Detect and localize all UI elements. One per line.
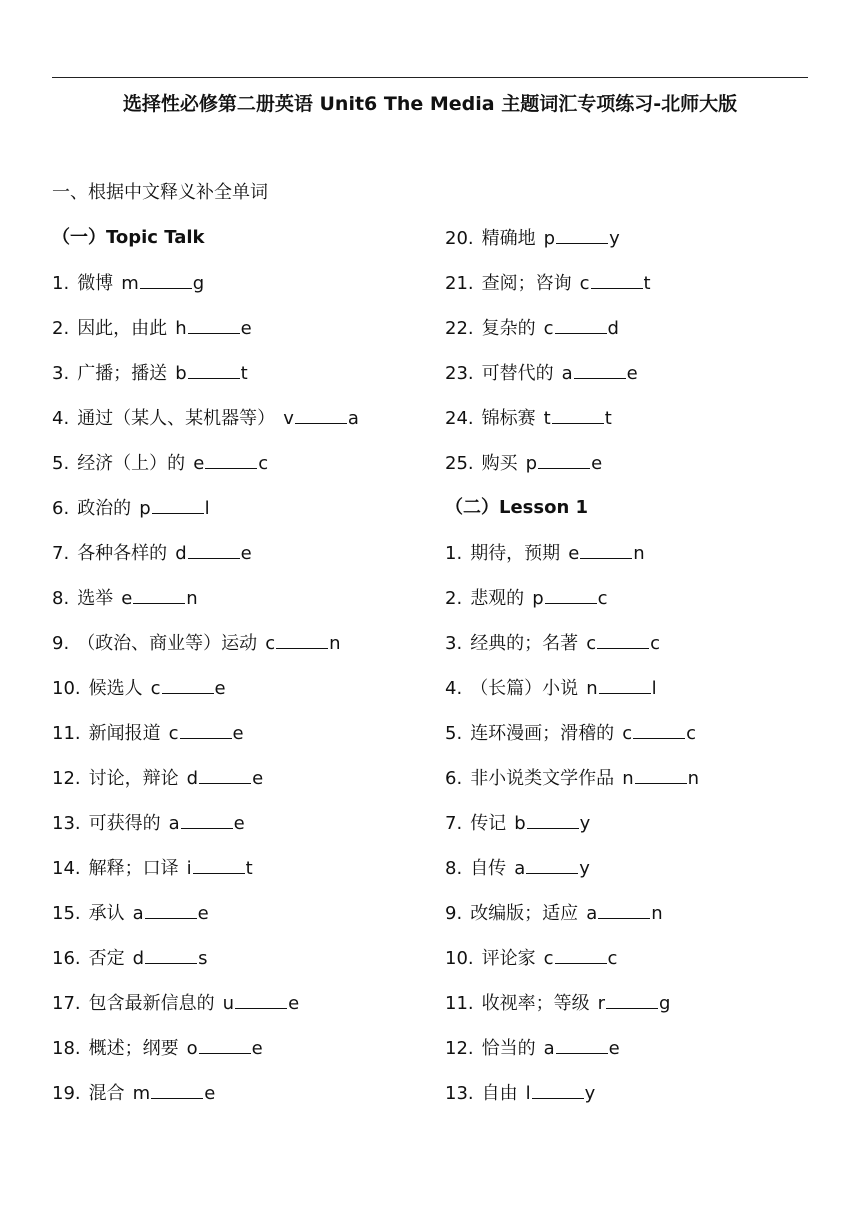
last-letter: e (288, 993, 300, 1014)
last-letter: e (240, 543, 252, 564)
vocab-item (445, 585, 845, 630)
vocab-item (52, 1035, 452, 1080)
chinese-definition: 各种各样的 (77, 543, 168, 564)
answer-blank[interactable] (205, 450, 257, 469)
last-letter: e (608, 1038, 620, 1059)
vocab-item (52, 1080, 452, 1125)
vocab-item (445, 675, 845, 720)
chinese-definition: 精确地 (481, 228, 536, 249)
chinese-definition: 悲观的 (470, 588, 525, 609)
first-letter: p (543, 228, 556, 249)
last-letter: n (633, 543, 645, 564)
item-number: 16. (52, 948, 81, 969)
vocab-item (52, 765, 452, 810)
item-number: 21. (445, 273, 474, 294)
first-letter: r (597, 993, 606, 1014)
section-heading: 一、根据中文释义补全单词 (52, 182, 268, 203)
item-number: 22. (445, 318, 474, 339)
first-letter: c (543, 948, 554, 969)
first-letter: a (586, 903, 598, 924)
item-number: 5. (445, 723, 463, 744)
vocab-item (52, 540, 452, 585)
answer-blank[interactable] (162, 675, 214, 694)
item-number: 3. (52, 363, 70, 384)
first-letter: d (132, 948, 145, 969)
vocab-item (52, 315, 452, 360)
item-number: 8. (52, 588, 70, 609)
answer-blank[interactable] (538, 450, 590, 469)
last-letter: c (686, 723, 696, 744)
first-letter: c (579, 273, 590, 294)
first-letter: c (622, 723, 633, 744)
answer-blank[interactable] (556, 225, 608, 244)
first-letter: e (121, 588, 133, 609)
chinese-definition: 购买 (481, 453, 518, 474)
last-letter: s (198, 948, 208, 969)
chinese-definition: 可替代的 (481, 363, 554, 384)
chinese-definition: 复杂的 (481, 318, 536, 339)
answer-blank[interactable] (555, 315, 607, 334)
item-number: 15. (52, 903, 81, 924)
chinese-definition: 承认 (88, 903, 125, 924)
last-letter: e (626, 363, 638, 384)
last-letter: e (204, 1083, 216, 1104)
last-letter: t (643, 273, 651, 294)
vocab-item (445, 225, 845, 270)
answer-blank[interactable] (633, 720, 685, 739)
chinese-definition: 选举 (77, 588, 114, 609)
vocab-item (445, 540, 845, 585)
item-number: 3. (445, 633, 463, 654)
answer-blank[interactable] (199, 765, 251, 784)
vocab-item (445, 855, 845, 900)
item-number: 4. (445, 678, 463, 699)
last-letter: y (579, 858, 590, 879)
last-letter: t (245, 858, 253, 879)
answer-blank[interactable] (188, 360, 240, 379)
vocab-item (445, 990, 845, 1035)
item-number: 9. (445, 903, 463, 924)
chinese-definition: 新闻报道 (88, 723, 161, 744)
first-letter: m (121, 273, 139, 294)
item-number: 7. (445, 813, 463, 834)
item-number: 1. (52, 273, 70, 294)
answer-blank[interactable] (188, 540, 240, 559)
vocab-item (52, 360, 452, 405)
vocab-item (445, 1080, 845, 1125)
vocab-item (52, 855, 452, 900)
first-letter: a (132, 903, 144, 924)
vocab-item (445, 315, 845, 360)
first-letter: n (586, 678, 598, 699)
item-number: 11. (445, 993, 474, 1014)
vocab-item (52, 990, 452, 1035)
first-letter: c (586, 633, 597, 654)
first-letter: b (514, 813, 526, 834)
chinese-definition: 微博 (77, 273, 114, 294)
first-letter: a (561, 363, 573, 384)
vocab-item (445, 945, 845, 990)
first-letter: p (525, 453, 538, 474)
last-letter: e (214, 678, 226, 699)
chinese-definition: （政治、商业等）运动 (77, 633, 258, 654)
right-column (445, 225, 845, 1125)
answer-blank[interactable] (556, 1035, 608, 1054)
answer-blank[interactable] (276, 630, 328, 649)
answer-blank[interactable] (145, 945, 197, 964)
subsection-heading: （一）Topic Talk (52, 227, 205, 248)
chinese-definition: （长篇）小说 (470, 678, 579, 699)
chinese-definition: 改编版；适应 (470, 903, 579, 924)
answer-blank[interactable] (295, 405, 347, 424)
subsection-heading: （二）Lesson 1 (445, 497, 589, 518)
first-letter: a (514, 858, 526, 879)
vocab-item (52, 405, 452, 450)
last-letter: a (347, 408, 359, 429)
item-number: 1. (445, 543, 463, 564)
item-number: 12. (52, 768, 81, 789)
answer-blank[interactable] (545, 585, 597, 604)
item-number: 10. (52, 678, 81, 699)
first-letter: c (265, 633, 276, 654)
last-letter: e (591, 453, 603, 474)
vocab-item (52, 585, 452, 630)
last-letter: c (597, 588, 608, 609)
answer-blank[interactable] (235, 990, 287, 1009)
chinese-definition: 连环漫画；滑稽的 (470, 723, 615, 744)
answer-blank[interactable] (188, 315, 240, 334)
item-number: 2. (52, 318, 70, 339)
answer-blank[interactable] (151, 1080, 203, 1099)
first-letter: a (543, 1038, 555, 1059)
first-letter: i (186, 858, 192, 879)
chinese-definition: 期待，预期 (470, 543, 561, 564)
item-number: 2. (445, 588, 463, 609)
chinese-definition: 广播；播送 (77, 363, 168, 384)
item-number: 19. (52, 1083, 81, 1104)
item-number: 7. (52, 543, 70, 564)
chinese-definition: 自传 (470, 858, 507, 879)
answer-blank[interactable] (555, 945, 607, 964)
first-letter: h (175, 318, 187, 339)
first-letter: a (168, 813, 180, 834)
answer-blank[interactable] (133, 585, 185, 604)
answer-blank[interactable] (145, 900, 197, 919)
vocab-item (52, 450, 452, 495)
chinese-definition: 收视率；等级 (481, 993, 590, 1014)
answer-blank[interactable] (591, 270, 643, 289)
last-letter: t (604, 408, 612, 429)
first-letter: b (175, 363, 187, 384)
vocab-item (445, 720, 845, 765)
last-letter: t (240, 363, 248, 384)
item-number: 23. (445, 363, 474, 384)
first-letter: d (175, 543, 187, 564)
answer-blank[interactable] (552, 405, 604, 424)
first-letter: c (150, 678, 161, 699)
last-letter: c (258, 453, 269, 474)
answer-blank[interactable] (580, 540, 632, 559)
last-letter: d (607, 318, 619, 339)
vocab-item (52, 495, 452, 540)
answer-blank[interactable] (193, 855, 245, 874)
item-number: 12. (445, 1038, 474, 1059)
answer-blank[interactable] (140, 270, 192, 289)
item-number: 14. (52, 858, 81, 879)
item-number: 11. (52, 723, 81, 744)
vocab-item (445, 900, 845, 945)
vocab-item (52, 675, 452, 720)
first-letter: m (132, 1083, 151, 1104)
vocab-item (445, 405, 845, 450)
answer-blank[interactable] (597, 630, 649, 649)
chinese-definition: 非小说类文学作品 (470, 768, 615, 789)
vocab-item (52, 270, 452, 315)
last-letter: l (651, 678, 657, 699)
vocab-item (52, 900, 452, 945)
last-letter: e (232, 723, 244, 744)
last-letter: n (651, 903, 663, 924)
last-letter: y (579, 813, 591, 834)
last-letter: n (687, 768, 700, 789)
item-number: 24. (445, 408, 474, 429)
item-number: 13. (52, 813, 81, 834)
chinese-definition: 混合 (88, 1083, 125, 1104)
answer-blank[interactable] (606, 990, 658, 1009)
left-column (52, 225, 452, 1125)
answer-blank[interactable] (574, 360, 626, 379)
item-number: 6. (52, 498, 70, 519)
chinese-definition: 概述；纲要 (88, 1038, 179, 1059)
last-letter: y (584, 1083, 596, 1104)
answer-blank[interactable] (181, 810, 233, 829)
first-letter: l (525, 1083, 531, 1104)
vocab-item (445, 450, 845, 495)
vocab-item (445, 765, 845, 810)
chinese-definition: 候选人 (88, 678, 143, 699)
last-letter: g (192, 273, 205, 294)
last-letter: e (252, 768, 264, 789)
last-letter: c (607, 948, 618, 969)
chinese-definition: 通过（某人、某机器等） (77, 408, 276, 429)
chinese-definition: 可获得的 (88, 813, 161, 834)
last-letter: e (197, 903, 209, 924)
first-letter: p (139, 498, 151, 519)
vocab-item (52, 810, 452, 855)
item-number: 5. (52, 453, 70, 474)
last-letter: g (659, 993, 671, 1014)
answer-blank[interactable] (199, 1035, 251, 1054)
answer-blank[interactable] (599, 675, 651, 694)
answer-blank[interactable] (532, 1080, 584, 1099)
document-title: 选择性必修第二册英语 Unit6 The Media 主题词汇专项练习-北师大版 (122, 93, 738, 115)
item-number: 25. (445, 453, 474, 474)
vocab-item (52, 945, 452, 990)
first-letter: t (543, 408, 551, 429)
chinese-definition: 自由 (481, 1083, 518, 1104)
header-rule (52, 77, 808, 78)
first-letter: c (168, 723, 179, 744)
last-letter: e (233, 813, 245, 834)
last-letter: y (609, 228, 620, 249)
vocab-item (445, 810, 845, 855)
answer-blank[interactable] (527, 810, 579, 829)
item-number: 13. (445, 1083, 474, 1104)
item-number: 8. (445, 858, 463, 879)
chinese-definition: 经济（上）的 (77, 453, 186, 474)
chinese-definition: 查阅；咨询 (481, 273, 572, 294)
item-number: 20. (445, 228, 474, 249)
item-number: 4. (52, 408, 70, 429)
item-number: 9. (52, 633, 70, 654)
first-letter: v (283, 408, 294, 429)
chinese-definition: 锦标赛 (481, 408, 536, 429)
vocab-item (445, 360, 845, 405)
last-letter: l (204, 498, 210, 519)
first-letter: p (532, 588, 544, 609)
chinese-definition: 政治的 (77, 498, 132, 519)
first-letter: e (193, 453, 205, 474)
item-number: 17. (52, 993, 81, 1014)
chinese-definition: 解释；口译 (88, 858, 179, 879)
first-letter: u (222, 993, 235, 1014)
first-letter: e (568, 543, 580, 564)
answer-blank[interactable] (635, 765, 687, 784)
answer-blank[interactable] (526, 855, 578, 874)
item-number: 10. (445, 948, 474, 969)
answer-blank[interactable] (598, 900, 650, 919)
chinese-definition: 讨论，辩论 (88, 768, 179, 789)
answer-blank[interactable] (152, 495, 204, 514)
last-letter: n (329, 633, 341, 654)
last-letter: e (251, 1038, 263, 1059)
chinese-definition: 恰当的 (481, 1038, 536, 1059)
item-number: 18. (52, 1038, 81, 1059)
vocab-item (445, 1035, 845, 1080)
first-letter: n (622, 768, 634, 789)
chinese-definition: 传记 (470, 813, 507, 834)
chinese-definition: 因此，由此 (77, 318, 168, 339)
chinese-definition: 评论家 (481, 948, 536, 969)
chinese-definition: 经典的；名著 (470, 633, 579, 654)
vocab-item (445, 270, 845, 315)
vocab-item (52, 630, 452, 675)
last-letter: n (186, 588, 198, 609)
chinese-definition: 包含最新信息的 (88, 993, 215, 1014)
first-letter: d (186, 768, 199, 789)
last-letter: c (650, 633, 660, 654)
chinese-definition: 否定 (88, 948, 125, 969)
last-letter: e (240, 318, 252, 339)
first-letter: o (186, 1038, 198, 1059)
first-letter: c (543, 318, 554, 339)
vocab-item (445, 630, 845, 675)
item-number: 6. (445, 768, 463, 789)
answer-blank[interactable] (180, 720, 232, 739)
vocab-item (52, 720, 452, 765)
